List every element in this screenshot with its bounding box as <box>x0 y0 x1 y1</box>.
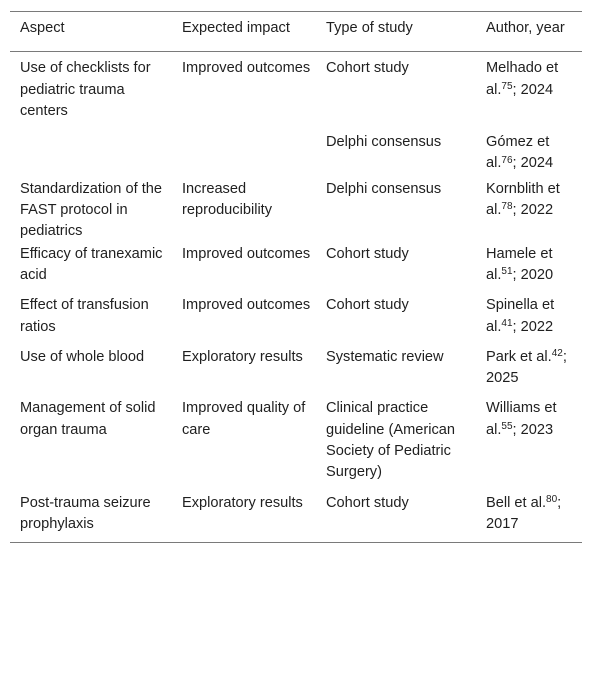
reference-superscript: 76 <box>501 154 513 166</box>
aspect-cell: Standardization of the FAST protocol in pediatrics <box>20 180 162 240</box>
study-type-cell: Cohort study <box>326 60 409 77</box>
publication-year: ; 2025 <box>486 348 567 387</box>
aspect-cell: Post-trauma seizure prophylaxis <box>20 494 151 532</box>
publication-year: ; 2024 <box>512 155 554 172</box>
aspect-cell: Use of whole blood <box>20 348 145 365</box>
author-name: Williams et al. <box>486 400 557 438</box>
expected-impact-cell: Improved outcomes <box>182 245 311 262</box>
author-year-cell <box>476 295 582 338</box>
aspect-cell: Efficacy of tranexamic acid <box>20 245 163 283</box>
aspect-cell: Use of checklists for pediatric trauma centers <box>20 60 151 119</box>
reference-superscript: 42 <box>551 348 563 359</box>
author-year-cell <box>476 347 582 390</box>
aspect-cell: Management of solid organ trauma <box>20 400 156 438</box>
table-row <box>10 389 582 483</box>
author-name: Park et al. <box>486 348 552 365</box>
reference-superscript: 78 <box>501 201 513 213</box>
reference-superscript: 75 <box>501 80 513 92</box>
reference-superscript: 80 <box>546 493 558 505</box>
author-name: Bell et al. <box>486 494 547 511</box>
author-year-cell <box>476 244 582 287</box>
reference-superscript: 51 <box>501 266 513 278</box>
table-row <box>10 52 582 122</box>
expected-impact-cell: Exploratory results <box>182 348 303 365</box>
publication-year: ; 2017 <box>486 494 562 532</box>
author-year-cell <box>476 493 582 536</box>
study-type-cell: Cohort study <box>326 245 409 262</box>
table-row <box>10 484 582 543</box>
author-name: Gómez et al. <box>486 134 550 172</box>
publication-year: ; 2023 <box>512 421 554 438</box>
study-type-cell: Delphi consensus <box>326 180 442 197</box>
publication-year: ; 2022 <box>512 318 554 335</box>
study-type-cell: Cohort study <box>326 297 409 314</box>
study-type-cell: Delphi consensus <box>326 134 442 151</box>
table-row <box>10 286 582 338</box>
publication-year: ; 2024 <box>512 81 554 98</box>
author-name: Melhado et al. <box>486 60 559 98</box>
expected-impact-cell <box>172 132 316 175</box>
header-type-of-study: Type of study <box>326 20 413 36</box>
header-author-year: Author, year <box>486 20 565 36</box>
table-header <box>10 12 582 52</box>
study-type-cell: Cohort study <box>326 494 409 511</box>
expected-impact-cell: Exploratory results <box>182 494 303 511</box>
expected-impact-cell: Increased reproducibility <box>182 180 273 219</box>
evidence-table <box>10 11 582 543</box>
header-aspect: Aspect <box>20 20 65 36</box>
header-expected-impact: Expected impact <box>182 20 290 36</box>
author-year-cell <box>476 132 582 175</box>
author-name: Spinella et al. <box>486 297 555 335</box>
publication-year: ; 2022 <box>512 202 554 219</box>
author-year-cell <box>476 398 582 483</box>
table-body <box>10 52 582 542</box>
table-row <box>10 338 582 390</box>
table-row <box>10 175 582 243</box>
expected-impact-cell: Improved outcomes <box>182 60 311 77</box>
author-name: Kornblith et al. <box>486 180 560 219</box>
table-row <box>10 243 582 287</box>
reference-superscript: 55 <box>501 420 513 432</box>
expected-impact-cell: Improved quality of care <box>182 400 306 438</box>
aspect-cell: Effect of transfusion ratios <box>20 297 149 335</box>
expected-impact-cell: Improved outcomes <box>182 297 311 314</box>
table-row <box>10 122 582 175</box>
reference-superscript: 41 <box>501 317 513 329</box>
author-year-cell <box>476 179 582 243</box>
study-type-cell: Systematic review <box>326 348 444 365</box>
aspect-cell <box>10 132 172 175</box>
author-year-cell <box>476 58 582 122</box>
study-type-cell: Clinical practice guideline (American Society of Pediatric Surgery) <box>326 400 455 481</box>
publication-year: ; 2020 <box>512 266 554 283</box>
author-name: Hamele et al. <box>486 245 553 283</box>
